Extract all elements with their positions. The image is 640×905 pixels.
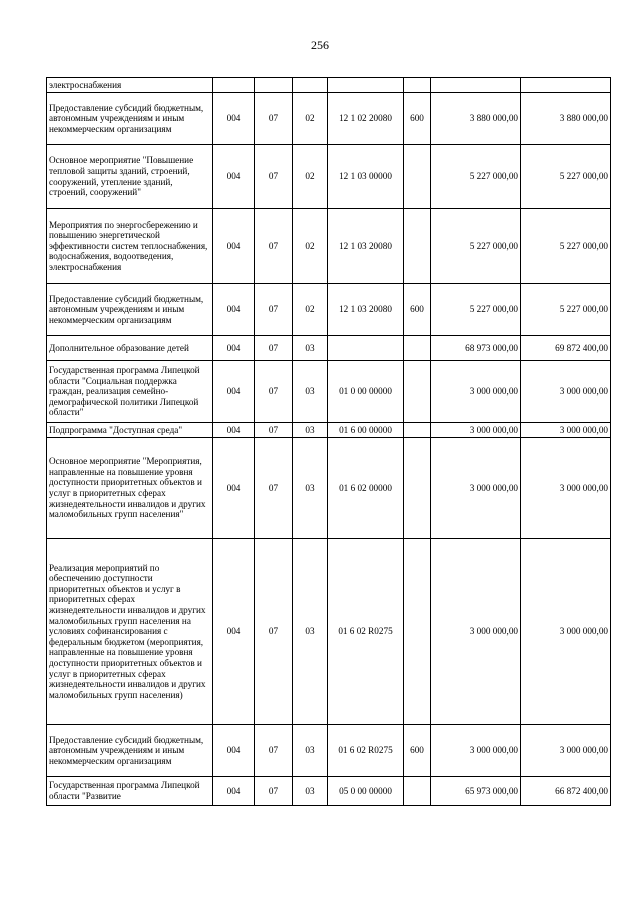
row-target-code [328,78,404,93]
row-expense-type: 600 [404,725,431,777]
table-row [47,284,611,336]
row-sum-year-2: 3 000 000,00 [521,361,611,423]
row-name: Мероприятия по энергосбережению и повышению энергетической эффективности систем теплоснабжения, водоснабжения, водоотведения, электроснабжения [47,209,213,284]
row-section-code: 07 [255,145,293,209]
row-subsection-code [293,78,328,93]
budget-table-body [47,78,611,806]
row-section-code: 07 [255,336,293,361]
table-row [47,209,611,284]
row-name: Предоставление субсидий бюджетным, автономным учреждениям и иным некоммерческим организациям [47,284,213,336]
table-row [47,539,611,725]
row-section-code: 07 [255,438,293,539]
row-section-code: 07 [255,539,293,725]
row-subsection-code: 03 [293,777,328,806]
row-subsection-code: 03 [293,423,328,438]
row-sum-year-2: 3 880 000,00 [521,93,611,145]
row-name: Предоставление субсидий бюджетным, автономным учреждениям и иным некоммерческим организациям [47,93,213,145]
row-name: Подпрограмма "Доступная среда" [47,423,213,438]
row-expense-type [404,777,431,806]
row-subsection-code: 03 [293,438,328,539]
row-subsection-code: 02 [293,93,328,145]
row-target-code: 12 1 03 20080 [328,209,404,284]
table-row [47,336,611,361]
row-sum-year-2: 3 000 000,00 [521,438,611,539]
row-sum-year-2: 5 227 000,00 [521,145,611,209]
row-subsection-code: 02 [293,209,328,284]
row-subsection-code: 03 [293,725,328,777]
row-sum-year-1: 3 000 000,00 [431,438,521,539]
row-expense-type [404,438,431,539]
row-name: электроснабжения [47,78,213,93]
table-row [47,93,611,145]
table-row [47,423,611,438]
row-ministry-code: 004 [213,423,255,438]
row-subsection-code: 02 [293,284,328,336]
row-ministry-code: 004 [213,284,255,336]
row-ministry-code: 004 [213,361,255,423]
row-target-code: 05 0 00 00000 [328,777,404,806]
row-ministry-code: 004 [213,336,255,361]
row-expense-type [404,423,431,438]
table-row [47,777,611,806]
row-expense-type [404,361,431,423]
budget-table [46,77,611,806]
row-name: Государственная программа Липецкой области "Развитие [47,777,213,806]
row-section-code: 07 [255,777,293,806]
row-sum-year-1: 3 000 000,00 [431,423,521,438]
row-name: Государственная программа Липецкой области "Социальная поддержка граждан, реализация семейно-демографической политики Липецкой области" [47,361,213,423]
row-name: Реализация мероприятий по обеспечению доступности приоритетных объектов и услуг в приоритетных сферах жизнедеятельности инвалидов и других маломобильных групп населения на условиях софинансирования с федеральным бюджетом (мероприятия, направленные на повышение уровня доступности приоритетных объектов и услуг в приоритетных сферах жизнедеятельности инвалидов и других маломобильных групп населения) [47,539,213,725]
row-target-code: 01 6 00 00000 [328,423,404,438]
row-target-code: 12 1 03 00000 [328,145,404,209]
row-sum-year-2: 5 227 000,00 [521,284,611,336]
row-sum-year-1 [431,78,521,93]
row-sum-year-1: 5 227 000,00 [431,145,521,209]
table-row [47,361,611,423]
row-sum-year-1: 65 973 000,00 [431,777,521,806]
page-number: 256 [311,38,329,52]
row-ministry-code: 004 [213,725,255,777]
row-target-code: 12 1 02 20080 [328,93,404,145]
row-sum-year-2: 3 000 000,00 [521,539,611,725]
row-section-code: 07 [255,725,293,777]
row-section-code [255,78,293,93]
row-expense-type: 600 [404,284,431,336]
row-sum-year-2: 69 872 400,00 [521,336,611,361]
row-expense-type: 600 [404,93,431,145]
row-expense-type [404,145,431,209]
row-name: Дополнительное образование детей [47,336,213,361]
row-sum-year-2: 66 872 400,00 [521,777,611,806]
table-row [47,725,611,777]
row-sum-year-2: 5 227 000,00 [521,209,611,284]
row-section-code: 07 [255,93,293,145]
row-target-code: 01 6 02 00000 [328,438,404,539]
row-expense-type [404,336,431,361]
row-expense-type [404,78,431,93]
row-subsection-code: 03 [293,336,328,361]
row-ministry-code: 004 [213,93,255,145]
row-section-code: 07 [255,284,293,336]
row-expense-type [404,539,431,725]
row-section-code: 07 [255,209,293,284]
row-target-code: 01 6 02 R0275 [328,725,404,777]
row-sum-year-2: 3 000 000,00 [521,423,611,438]
row-subsection-code: 02 [293,145,328,209]
row-sum-year-1: 5 227 000,00 [431,284,521,336]
row-ministry-code [213,78,255,93]
table-row [47,438,611,539]
row-target-code: 12 1 03 20080 [328,284,404,336]
row-ministry-code: 004 [213,539,255,725]
row-ministry-code: 004 [213,438,255,539]
row-sum-year-1: 68 973 000,00 [431,336,521,361]
row-ministry-code: 004 [213,777,255,806]
row-sum-year-1: 3 000 000,00 [431,361,521,423]
row-subsection-code: 03 [293,539,328,725]
row-section-code: 07 [255,361,293,423]
row-sum-year-1: 3 000 000,00 [431,539,521,725]
row-target-code [328,336,404,361]
row-sum-year-1: 5 227 000,00 [431,209,521,284]
row-subsection-code: 03 [293,361,328,423]
row-name: Предоставление субсидий бюджетным, автономным учреждениям и иным некоммерческим организациям [47,725,213,777]
row-expense-type [404,209,431,284]
row-sum-year-2: 3 000 000,00 [521,725,611,777]
row-name: Основное мероприятие "Повышение тепловой защиты зданий, строений, сооружений, утепление зданий, строений, сооружений" [47,145,213,209]
table-row [47,145,611,209]
row-sum-year-2 [521,78,611,93]
row-section-code: 07 [255,423,293,438]
row-target-code: 01 6 02 R0275 [328,539,404,725]
row-name: Основное мероприятие "Мероприятия, направленные на повышение уровня доступности приоритетных объектов и услуг в приоритетных сферах жизнедеятельности инвалидов и других маломобильных групп населения" [47,438,213,539]
row-sum-year-1: 3 880 000,00 [431,93,521,145]
row-target-code: 01 0 00 00000 [328,361,404,423]
row-ministry-code: 004 [213,145,255,209]
table-row [47,78,611,93]
row-sum-year-1: 3 000 000,00 [431,725,521,777]
row-ministry-code: 004 [213,209,255,284]
